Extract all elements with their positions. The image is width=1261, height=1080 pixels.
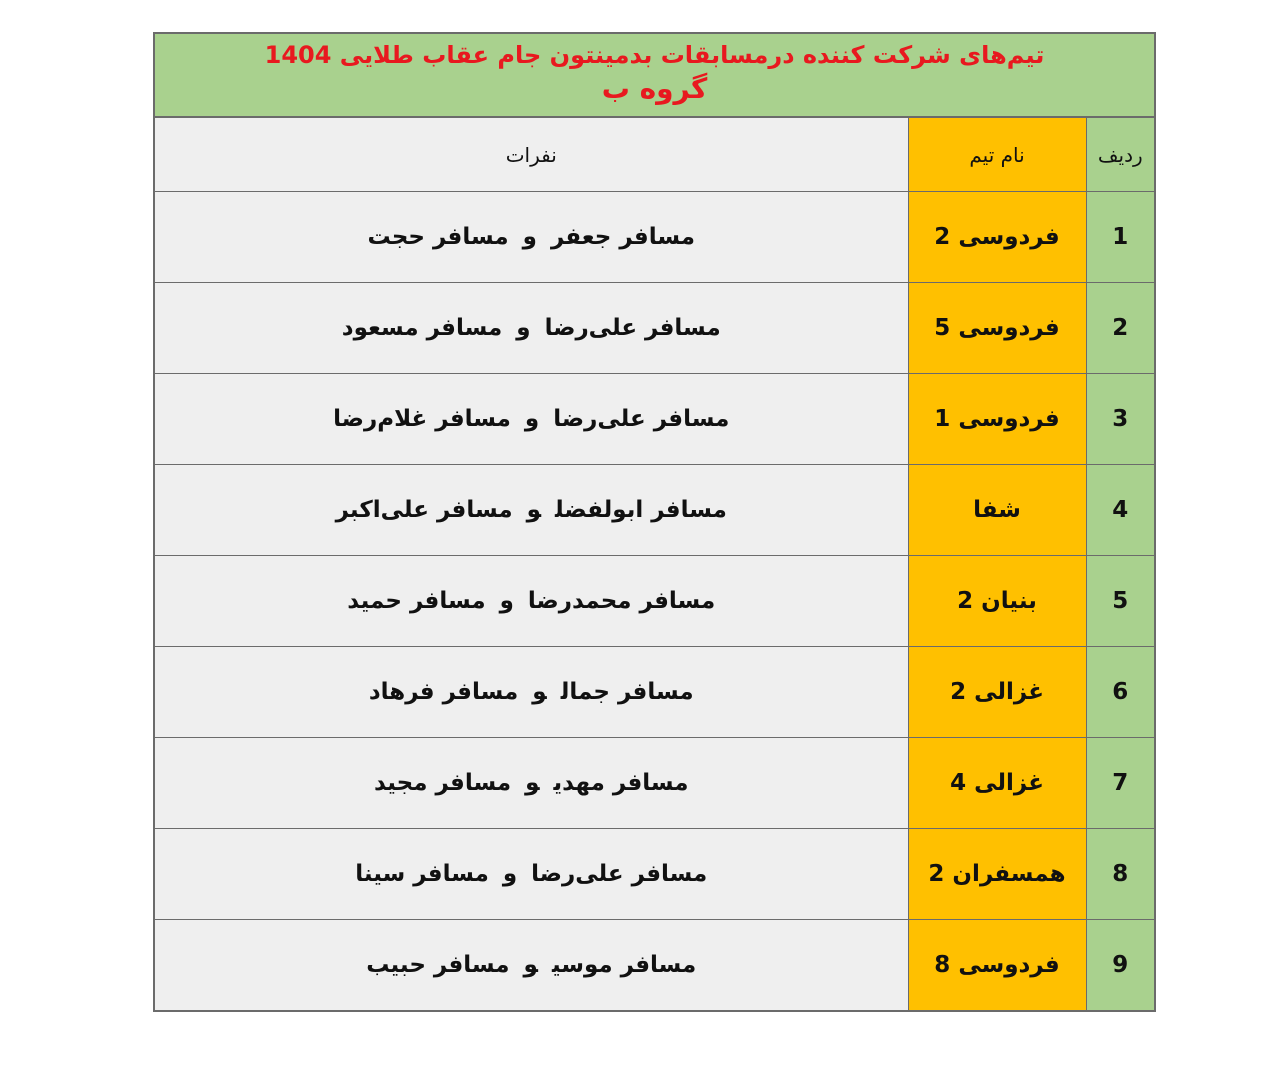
player-1: مسافر علی‌رضا (553, 406, 730, 432)
team-members (155, 556, 908, 647)
team-name: فردوسی 8 (908, 920, 1086, 1011)
team-members (155, 738, 908, 829)
player-1: مسافر مهدی (553, 770, 689, 796)
table-row (155, 556, 1154, 647)
team-list-sheet (153, 32, 1156, 1012)
row-index: 8 (1086, 829, 1154, 920)
header-members: نفرات (155, 118, 908, 192)
player-1: مسافر محمدرضا (527, 588, 716, 614)
player-1: مسافر جمال (560, 679, 694, 705)
group-label: گروه ب (601, 72, 708, 105)
team-members (155, 465, 908, 556)
table-row (155, 465, 1154, 556)
team-name: بنیان 2 (908, 556, 1086, 647)
player-2: مسافر فرهاد (368, 679, 519, 705)
player-2: مسافر مجید (373, 770, 512, 796)
player-2: مسافر مسعود (341, 315, 503, 341)
player-1: مسافر علی‌رضا (531, 861, 708, 887)
conjunction: و (523, 952, 538, 978)
player-2: مسافر سینا (355, 861, 489, 887)
player-2: مسافر حجت (367, 224, 509, 250)
conjunction: و (522, 224, 537, 250)
title-block (155, 34, 1154, 118)
player-1: مسافر علی‌رضا (544, 315, 721, 341)
team-members (155, 192, 908, 283)
conjunction: و (525, 770, 540, 796)
conjunction: و (499, 588, 514, 614)
table-header-row (155, 118, 1154, 192)
table-row (155, 647, 1154, 738)
player-1: مسافر موسی (551, 952, 697, 978)
player-2: مسافر حمید (347, 588, 486, 614)
player-2: مسافر غلام‌رضا (333, 406, 511, 432)
conjunction: و (524, 406, 540, 432)
table-row (155, 738, 1154, 829)
teams-table (155, 118, 1154, 1010)
row-index: 6 (1086, 647, 1154, 738)
player-1: مسافر ابولفضل (555, 497, 727, 523)
team-name: فردوسی 1 (908, 374, 1086, 465)
conjunction: و (532, 679, 547, 705)
row-index: 9 (1086, 920, 1154, 1011)
team-members (155, 920, 908, 1011)
conjunction: و (516, 315, 531, 341)
table-row (155, 829, 1154, 920)
team-name: فردوسی 2 (908, 192, 1086, 283)
row-index: 3 (1086, 374, 1154, 465)
team-name: همسفران 2 (908, 829, 1086, 920)
row-index: 5 (1086, 556, 1154, 647)
team-members (155, 829, 908, 920)
row-index: 4 (1086, 465, 1154, 556)
table-row (155, 374, 1154, 465)
table-row (155, 920, 1154, 1011)
team-members (155, 374, 908, 465)
player-1: مسافر جعفر (550, 224, 696, 250)
team-members (155, 283, 908, 374)
conjunction: و (526, 497, 542, 523)
player-2: مسافر علی‌اکبر (335, 497, 513, 523)
team-name: غزالی 2 (908, 647, 1086, 738)
table-row (155, 192, 1154, 283)
header-team-name: نام تیم (908, 118, 1086, 192)
row-index: 7 (1086, 738, 1154, 829)
team-name: شفا (908, 465, 1086, 556)
conjunction: و (502, 861, 518, 887)
row-index: 2 (1086, 283, 1154, 374)
header-index: ردیف (1086, 118, 1154, 192)
team-name: غزالی 4 (908, 738, 1086, 829)
page-title: تیم‌های شرکت کننده درمسابقات بدمینتون جام عقاب طلایی 1404 (264, 41, 1045, 69)
row-index: 1 (1086, 192, 1154, 283)
player-2: مسافر حبیب (366, 952, 510, 978)
team-members (155, 647, 908, 738)
team-name: فردوسی 5 (908, 283, 1086, 374)
table-row (155, 283, 1154, 374)
